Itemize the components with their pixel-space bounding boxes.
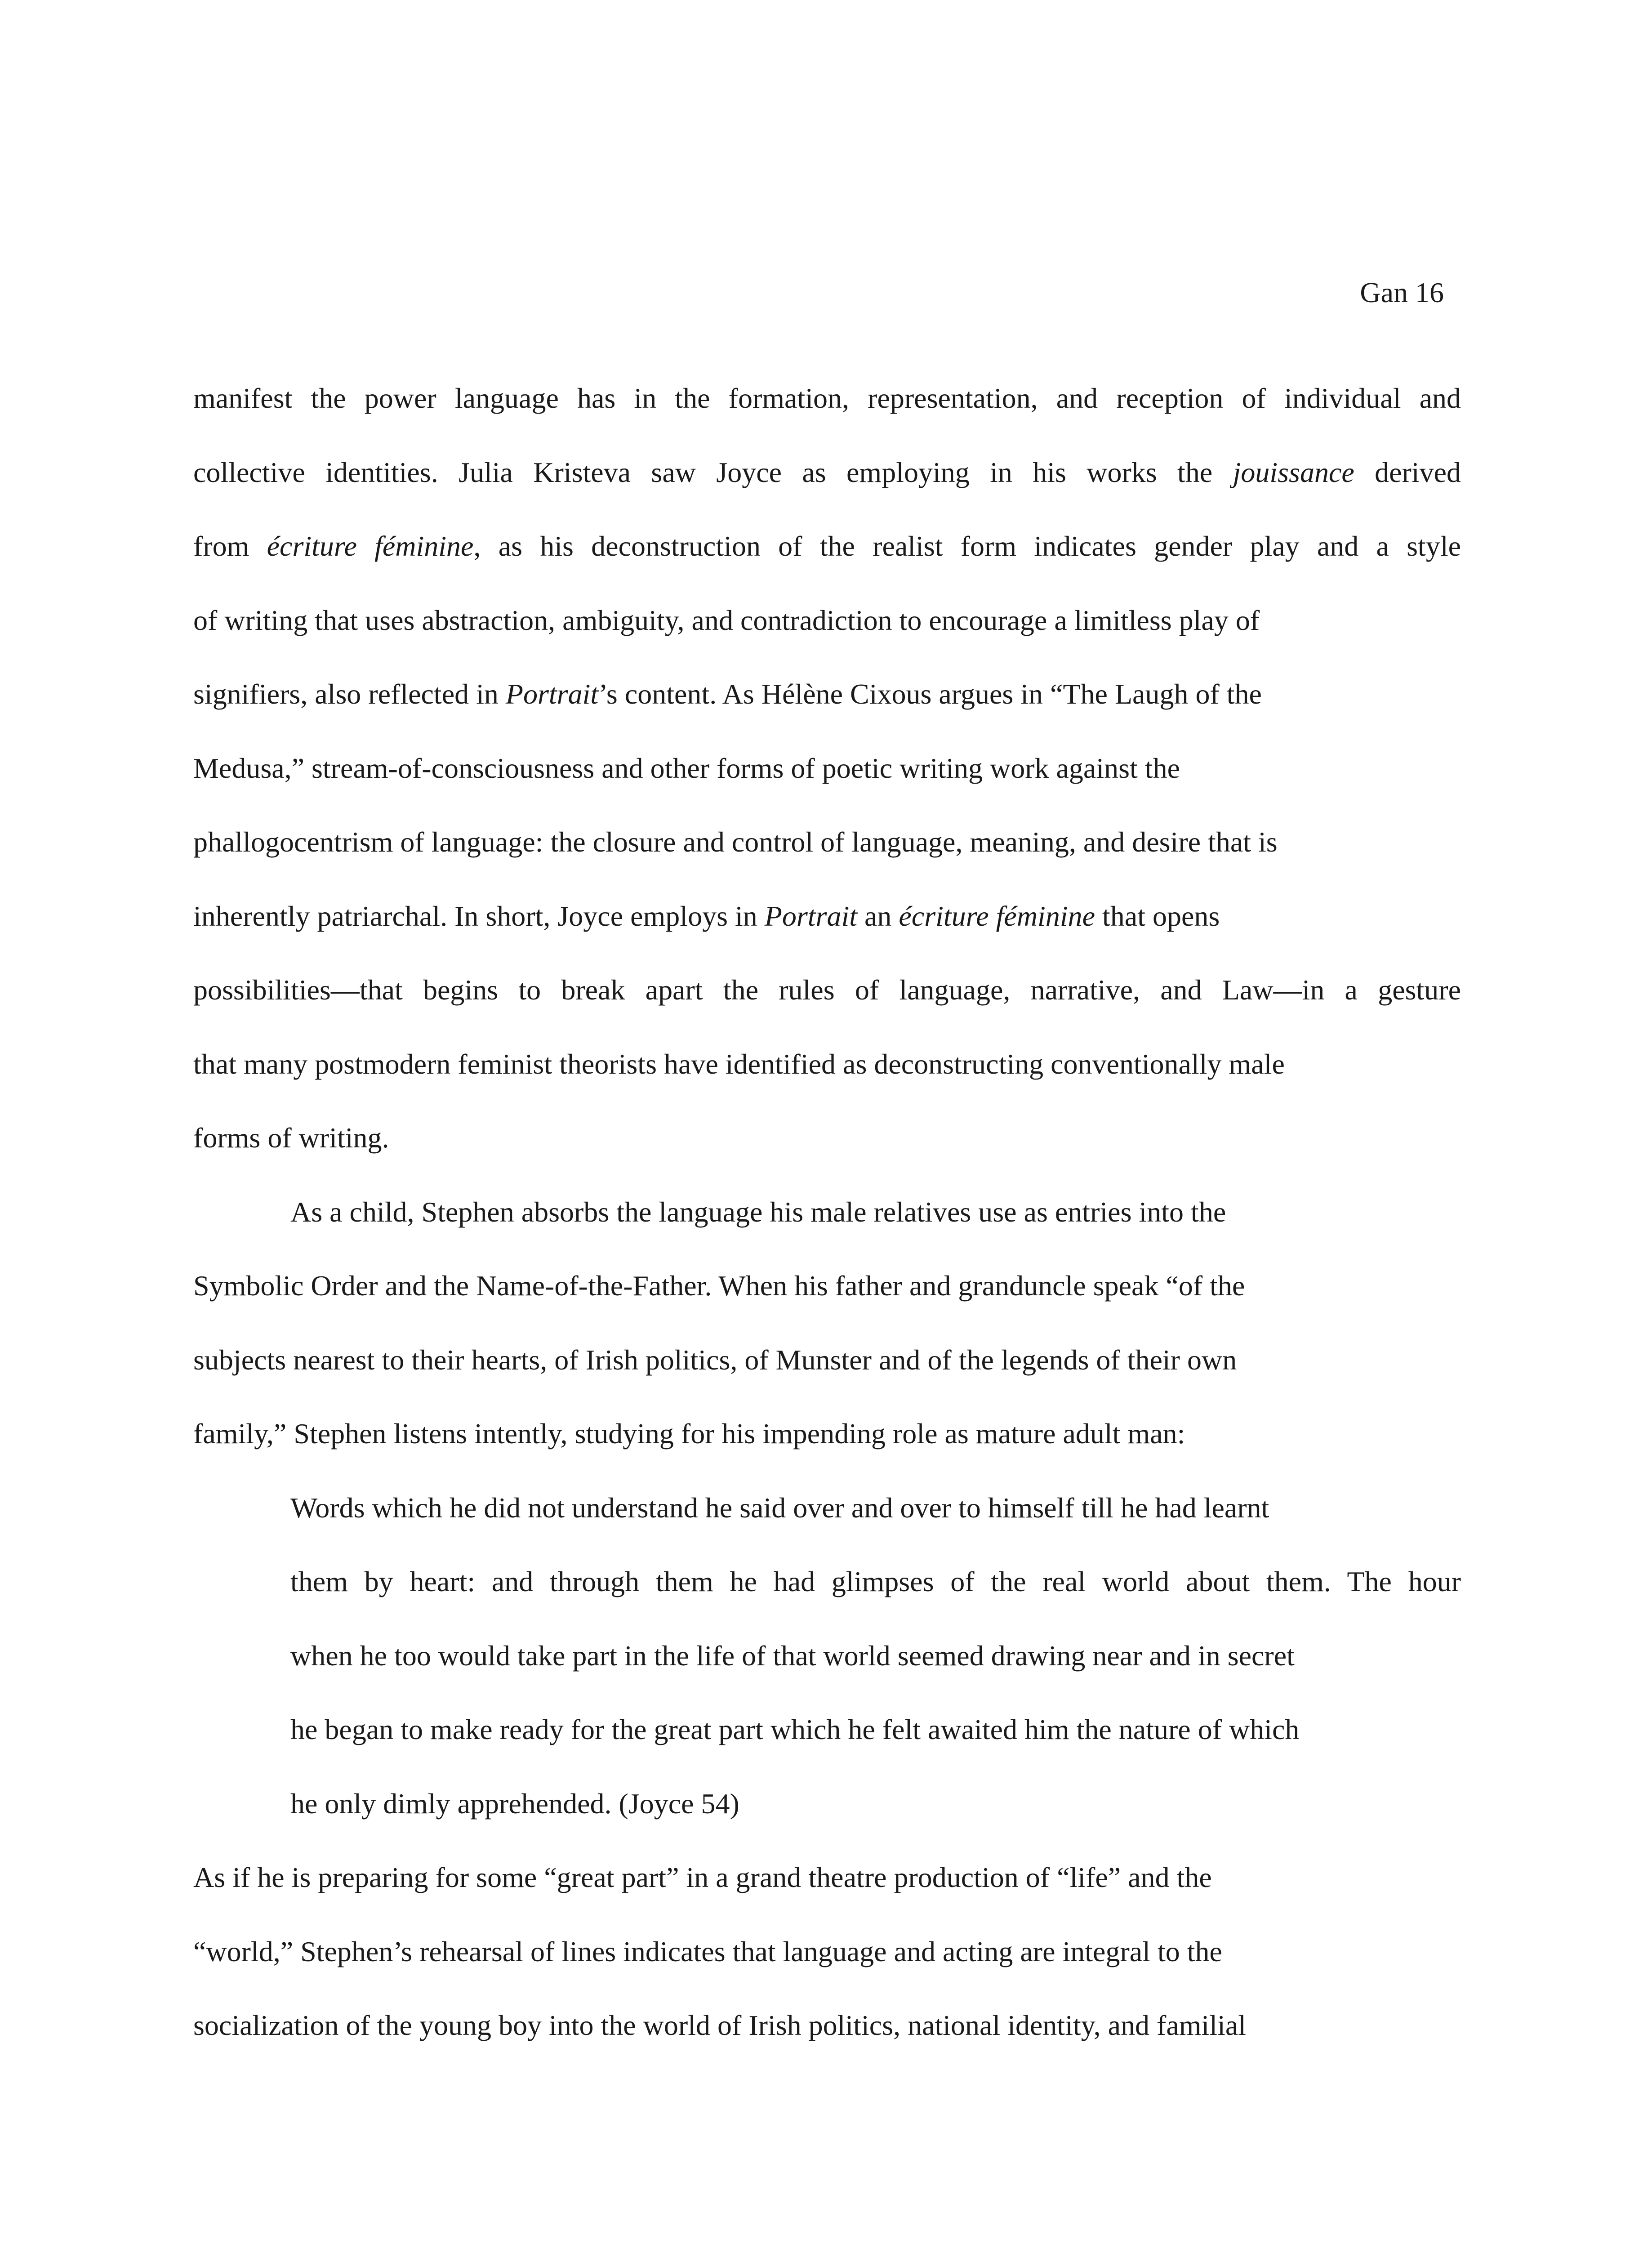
body-text — [193, 361, 1461, 2063]
text-line: manifest the power language has in the formation, representation, and reception of individual and — [193, 382, 1461, 414]
text-line: signifiers, also reflected in Portrait’s content. As Hélène Cixous argues in “The Laugh of the — [193, 678, 1262, 710]
quote-line: Words which he did not understand he said over and over to himself till he had learnt — [290, 1491, 1269, 1524]
text-line: from écriture féminine, as his deconstruction of the realist form indicates gender play and a style — [193, 530, 1461, 562]
italic-title: Portrait — [764, 900, 857, 932]
quote-line: them by heart: and through them he had glimpses of the real world about them. The hour — [290, 1566, 1461, 1597]
text-line: forms of writing. — [193, 1122, 389, 1154]
text-line: socialization of the young boy into the world of Irish politics, national identity, and familial — [193, 2009, 1247, 2041]
quote-line: he began to make ready for the great part which he felt awaited him the nature of which — [290, 1713, 1300, 1745]
text-line: As if he is preparing for some “great part” in a grand theatre production of “life” and the — [193, 1861, 1212, 1893]
quote-line: he only dimly apprehended. (Joyce 54) — [290, 1787, 739, 1820]
text-line: Symbolic Order and the Name-of-the-Father. When his father and granduncle speak “of the — [193, 1270, 1245, 1302]
text-line: Medusa,” stream-of-consciousness and other forms of poetic writing work against the — [193, 752, 1180, 784]
quote-line: when he too would take part in the life of that world seemed drawing near and in secret — [290, 1639, 1295, 1672]
text-line: phallogocentrism of language: the closure and control of language, meaning, and desire that is — [193, 826, 1278, 858]
italic-title: Portrait — [505, 678, 599, 710]
text-line: “world,” Stephen’s rehearsal of lines indicates that language and acting are integral to the — [193, 1935, 1222, 1967]
text-line: family,” Stephen listens intently, studying for his impending role as mature adult man: — [193, 1418, 1185, 1450]
italic-term: écriture féminine — [899, 900, 1095, 932]
italic-term: jouissance — [1233, 456, 1354, 488]
block-quote — [193, 1471, 1461, 1841]
text-line: possibilities—that begins to break apart the rules of language, narrative, and Law—in a gesture — [193, 974, 1461, 1006]
text-line: inherently patriarchal. In short, Joyce employs in Portrait an écriture féminine that opens — [193, 900, 1220, 932]
text-line: collective identities. Julia Kristeva saw Joyce as employing in his works the jouissance derived — [193, 456, 1461, 488]
paragraph — [193, 1841, 1461, 2063]
paragraph — [193, 361, 1461, 1175]
text-line: that many postmodern feminist theorists have identified as deconstructing conventionally male — [193, 1048, 1285, 1080]
text-line: of writing that uses abstraction, ambiguity, and contradiction to encourage a limitless play of — [193, 604, 1260, 636]
running-head: Gan 16 — [1360, 277, 1444, 308]
italic-term: écriture féminine — [267, 530, 474, 562]
text-line: As a child, Stephen absorbs the language his male relatives use as entries into the — [290, 1195, 1226, 1228]
text-line: subjects nearest to their hearts, of Irish politics, of Munster and of the legends of their own — [193, 1343, 1237, 1376]
paragraph — [193, 1175, 1461, 1471]
